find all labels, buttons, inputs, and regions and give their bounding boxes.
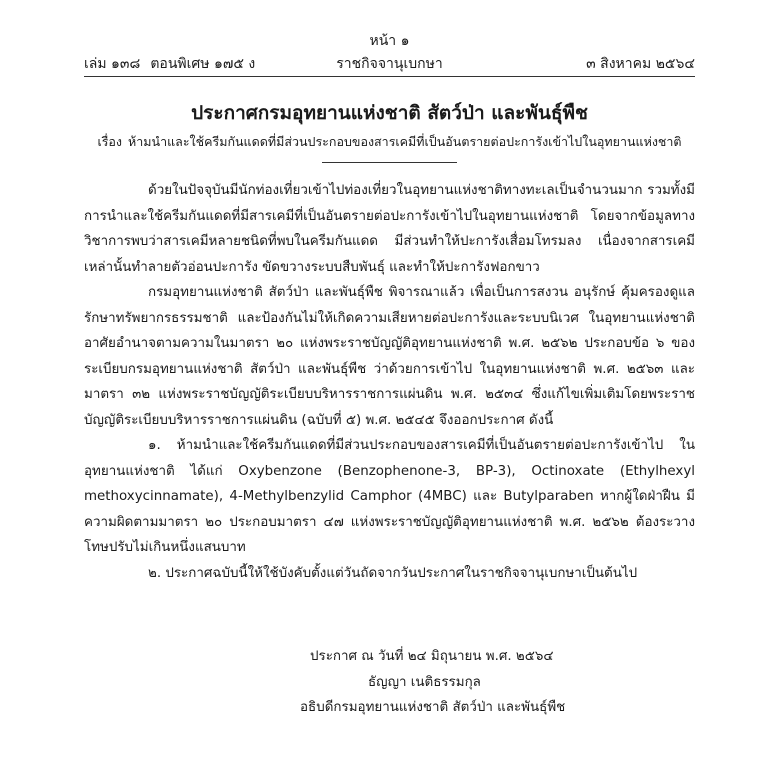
header-divider: [84, 76, 695, 77]
clause-2: ๒. ประกาศฉบับนี้ให้ใช้บังคับตั้งแต่วันถัดจากวันประกาศในราชกิจจานุเบกษาเป็นต้นไป: [148, 565, 638, 581]
gazette-date: ๓ สิงหาคม ๒๕๖๔: [586, 56, 695, 72]
signature-block: [300, 644, 565, 721]
subject-label: เรื่อง: [97, 134, 123, 149]
volume: เล่ม ๑๓๘: [84, 56, 141, 72]
title-divider: [322, 162, 457, 163]
announced-date: ประกาศ ณ วันที่ ๒๔ มิถุนายน พ.ศ. ๒๕๖๔: [310, 649, 554, 664]
announcement-title: ประกาศกรมอุทยานแห่งชาติ สัตว์ป่า และพันธุ์พืช: [191, 102, 588, 124]
paragraph-preamble: ด้วยในปัจจุบันมีนักท่องเที่ยวเข้าไปท่องเที่ยวในอุทยานแห่งชาติทางทะเลเป็นจำนวนมาก รวมทั้งมีการนำและใช้ครีมกันแดดที่มีสารเคมีที่เป็นอันตรายต่อปะการังเข้าไปในอุทยานแห่งชาติ โดยจากข้อมูลทางวิชาการพบว่าสารเคมีหลายชนิดที่พบในครีมกันแดด มีส่วนทำให้ปะการังเสื่อมโทรมลง เนื่องจากสารเคมีเหล่านั้นทำลายตัวอ่อนปะการัง ขัดขวางระบบสืบพันธุ์ และทำให้ปะการังฟอกขาว: [84, 183, 695, 275]
subject-text: ห้ามนำและใช้ครีมกันแดดที่มีส่วนประกอบของสารเคมีที่เป็นอันตรายต่อปะการังเข้าไปในอุทยานแห่งชาติ: [128, 134, 682, 149]
issue: ตอนพิเศษ ๑๗๕ ง: [150, 56, 256, 72]
paragraph-authority: กรมอุทยานแห่งชาติ สัตว์ป่า และพันธุ์พืช พิจารณาแล้ว เพื่อเป็นการสงวน อนุรักษ์ คุ้มครองดูแลรักษาทรัพยากรธรรมชาติ และป้องกันไม่ให้เกิดความเสียหายต่อปะการังและระบบนิเวศ ในอุทยานแห่งชาติ อาศัยอำนาจตามความในมาตรา ๒๐ แห่งพระราชบัญญัติอุทยานแห่งชาติ พ.ศ. ๒๕๖๒ ประกอบข้อ ๖ ของระเบียบกรมอุทยานแห่งชาติ สัตว์ป่า และพันธุ์พืช ว่าด้วยการเข้าไป ในอุทยานแห่งชาติ พ.ศ. ๒๕๖๓ และมาตรา ๓๒ แห่งพระราชบัญญัติระเบียบบริหารราชการแผ่นดิน พ.ศ. ๒๕๓๔ ซึ่งแก้ไขเพิ่มเติมโดยพระราชบัญญัติระเบียบบริหารราชการแผ่นดิน (ฉบับที่ ๕) พ.ศ. ๒๕๔๕ จึงออกประกาศ ดังนี้: [84, 285, 695, 428]
clause-1: ๑. ห้ามนำและใช้ครีมกันแดดที่มีส่วนประกอบของสารเคมีที่เป็นอันตรายต่อปะการังเข้าไป ในอุทยานแห่งชาติ ได้แก่ Oxybenzone (Benzophenone-3, BP-3), Octinoxate (Ethylhexyl methoxycinnamate), 4-Methylbenzylid Camphor (4MBC) และ Butylparaben หากผู้ใดฝ่าฝืน มีความผิดตามมาตรา ๒๐ ประกอบมาตรา ๔๗ แห่งพระราชบัญญัติอุทยานแห่งชาติ พ.ศ. ๒๕๖๒ ต้องระวางโทษปรับไม่เกินหนึ่งแสนบาท: [84, 438, 695, 555]
announcement-subject: [84, 132, 695, 152]
signatory-name: ธัญญา เนติธรรมกุล: [368, 674, 481, 690]
announcement-body: [84, 178, 695, 586]
gazette-name: ราชกิจจานุเบกษา: [336, 56, 443, 72]
page-number: หน้า ๑: [369, 33, 410, 49]
signatory-position: อธิบดีกรมอุทยานแห่งชาติ สัตว์ป่า และพันธุ์พืช: [300, 700, 566, 715]
